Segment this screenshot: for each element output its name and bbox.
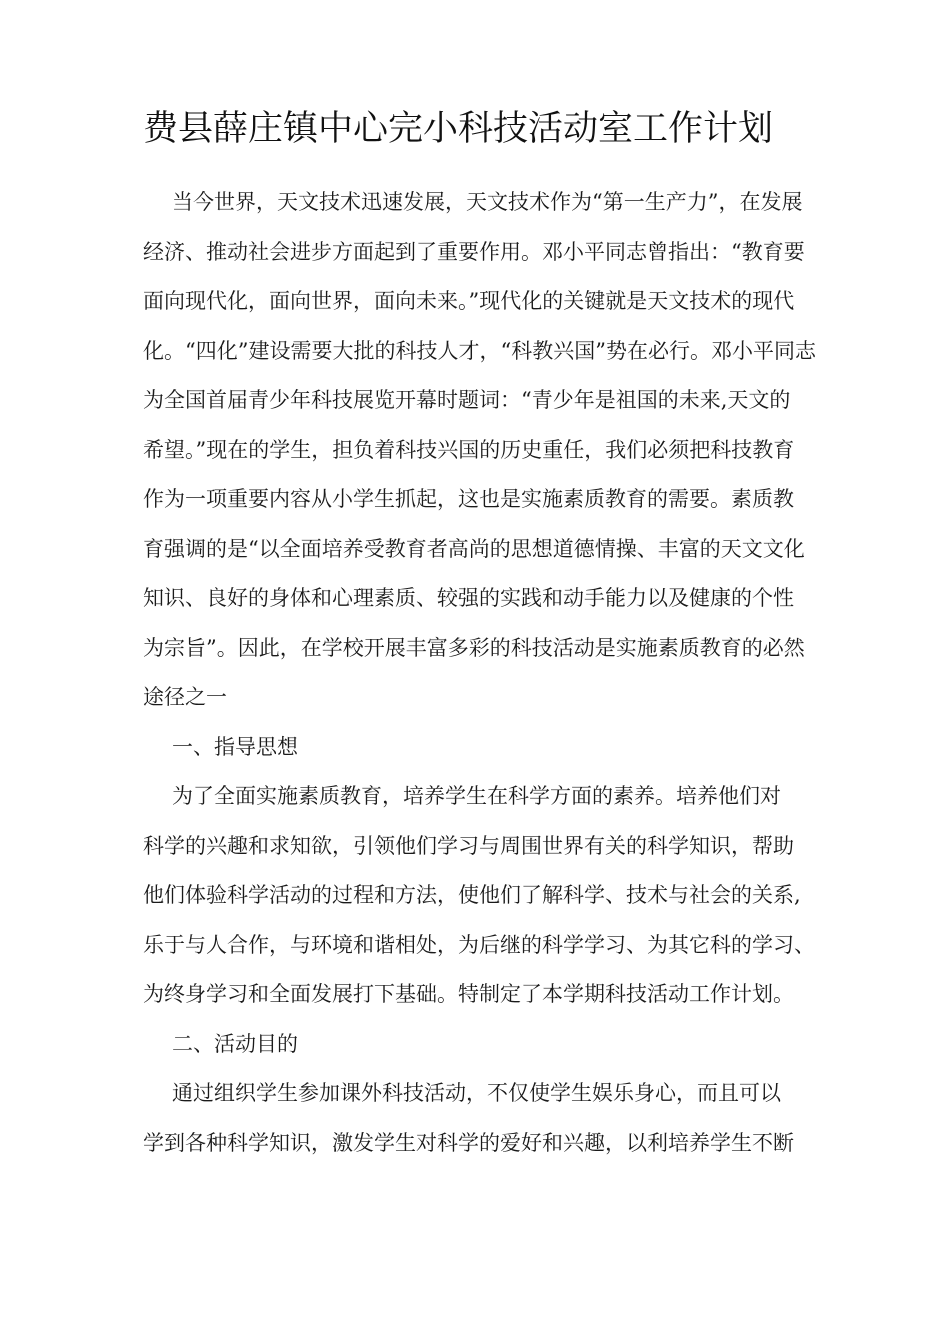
text-line: 作为一项重要内容从小学生抓起，这也是实施素质教育的需要。素质教	[143, 487, 794, 511]
text-line: 知识、良好的身体和心理素质、较强的实践和动手能力以及健康的个性	[143, 586, 794, 610]
text-line: 他们体验科学活动的过程和方法，使他们了解科学、技术与社会的关系,	[143, 883, 801, 907]
text-line: 为终身学习和全面发展打下基础。特制定了本学期科技活动工作计划。	[143, 982, 794, 1006]
document-title: 费县薛庄镇中心完小科技活动室工作计划	[143, 109, 774, 149]
text-line: 学到各种科学知识，激发学生对科学的爱好和兴趣，以利培养学生不断	[143, 1130, 794, 1155]
text-line: 科学的兴趣和求知欲，引领他们学习与周围世界有关的科学知识，帮助	[143, 833, 794, 858]
text-line: 育强调的是“以全面培养受教育者高尚的思想道德情操、丰富的天文文化	[143, 536, 805, 561]
text-line: 为了全面实施素质教育，培养学生在科学方面的素养。培养他们对	[172, 784, 781, 808]
text-line: 当今世界，天文技术迅速发展，天文技术作为“第一生产力”，在发展	[172, 190, 803, 214]
text-line: 面向现代化，面向世界，面向未来。”现代化的关键就是天文技术的现代	[143, 289, 795, 313]
text-line: 通过组织学生参加课外科技活动，不仅使学生娱乐身心，而且可以	[172, 1081, 781, 1105]
text-line: 一、指导思想	[172, 734, 298, 759]
text-line: 途径之一	[143, 685, 227, 709]
text-line: 为全国首届青少年科技展览开幕时题词：“青少年是祖国的未来,天文的	[143, 388, 791, 412]
text-line: 乐于与人合作，与环境和谐相处，为后继的科学学习、为其它科的学习、	[143, 932, 815, 957]
text-line: 二、活动目的	[172, 1031, 298, 1056]
text-line: 化。“四化”建设需要大批的科技人才，“科教兴国”势在必行。邓小平同志	[143, 338, 816, 363]
text-line: 经济、推动社会进步方面起到了重要作用。邓小平同志曾指出：“教育要	[143, 239, 805, 264]
text-line: 希望。”现在的学生，担负着科技兴国的历史重任，我们必须把科技教育	[143, 437, 795, 462]
text-line: 为宗旨”。因此，在学校开展丰富多彩的科技活动是实施素质教育的必然	[143, 635, 805, 660]
